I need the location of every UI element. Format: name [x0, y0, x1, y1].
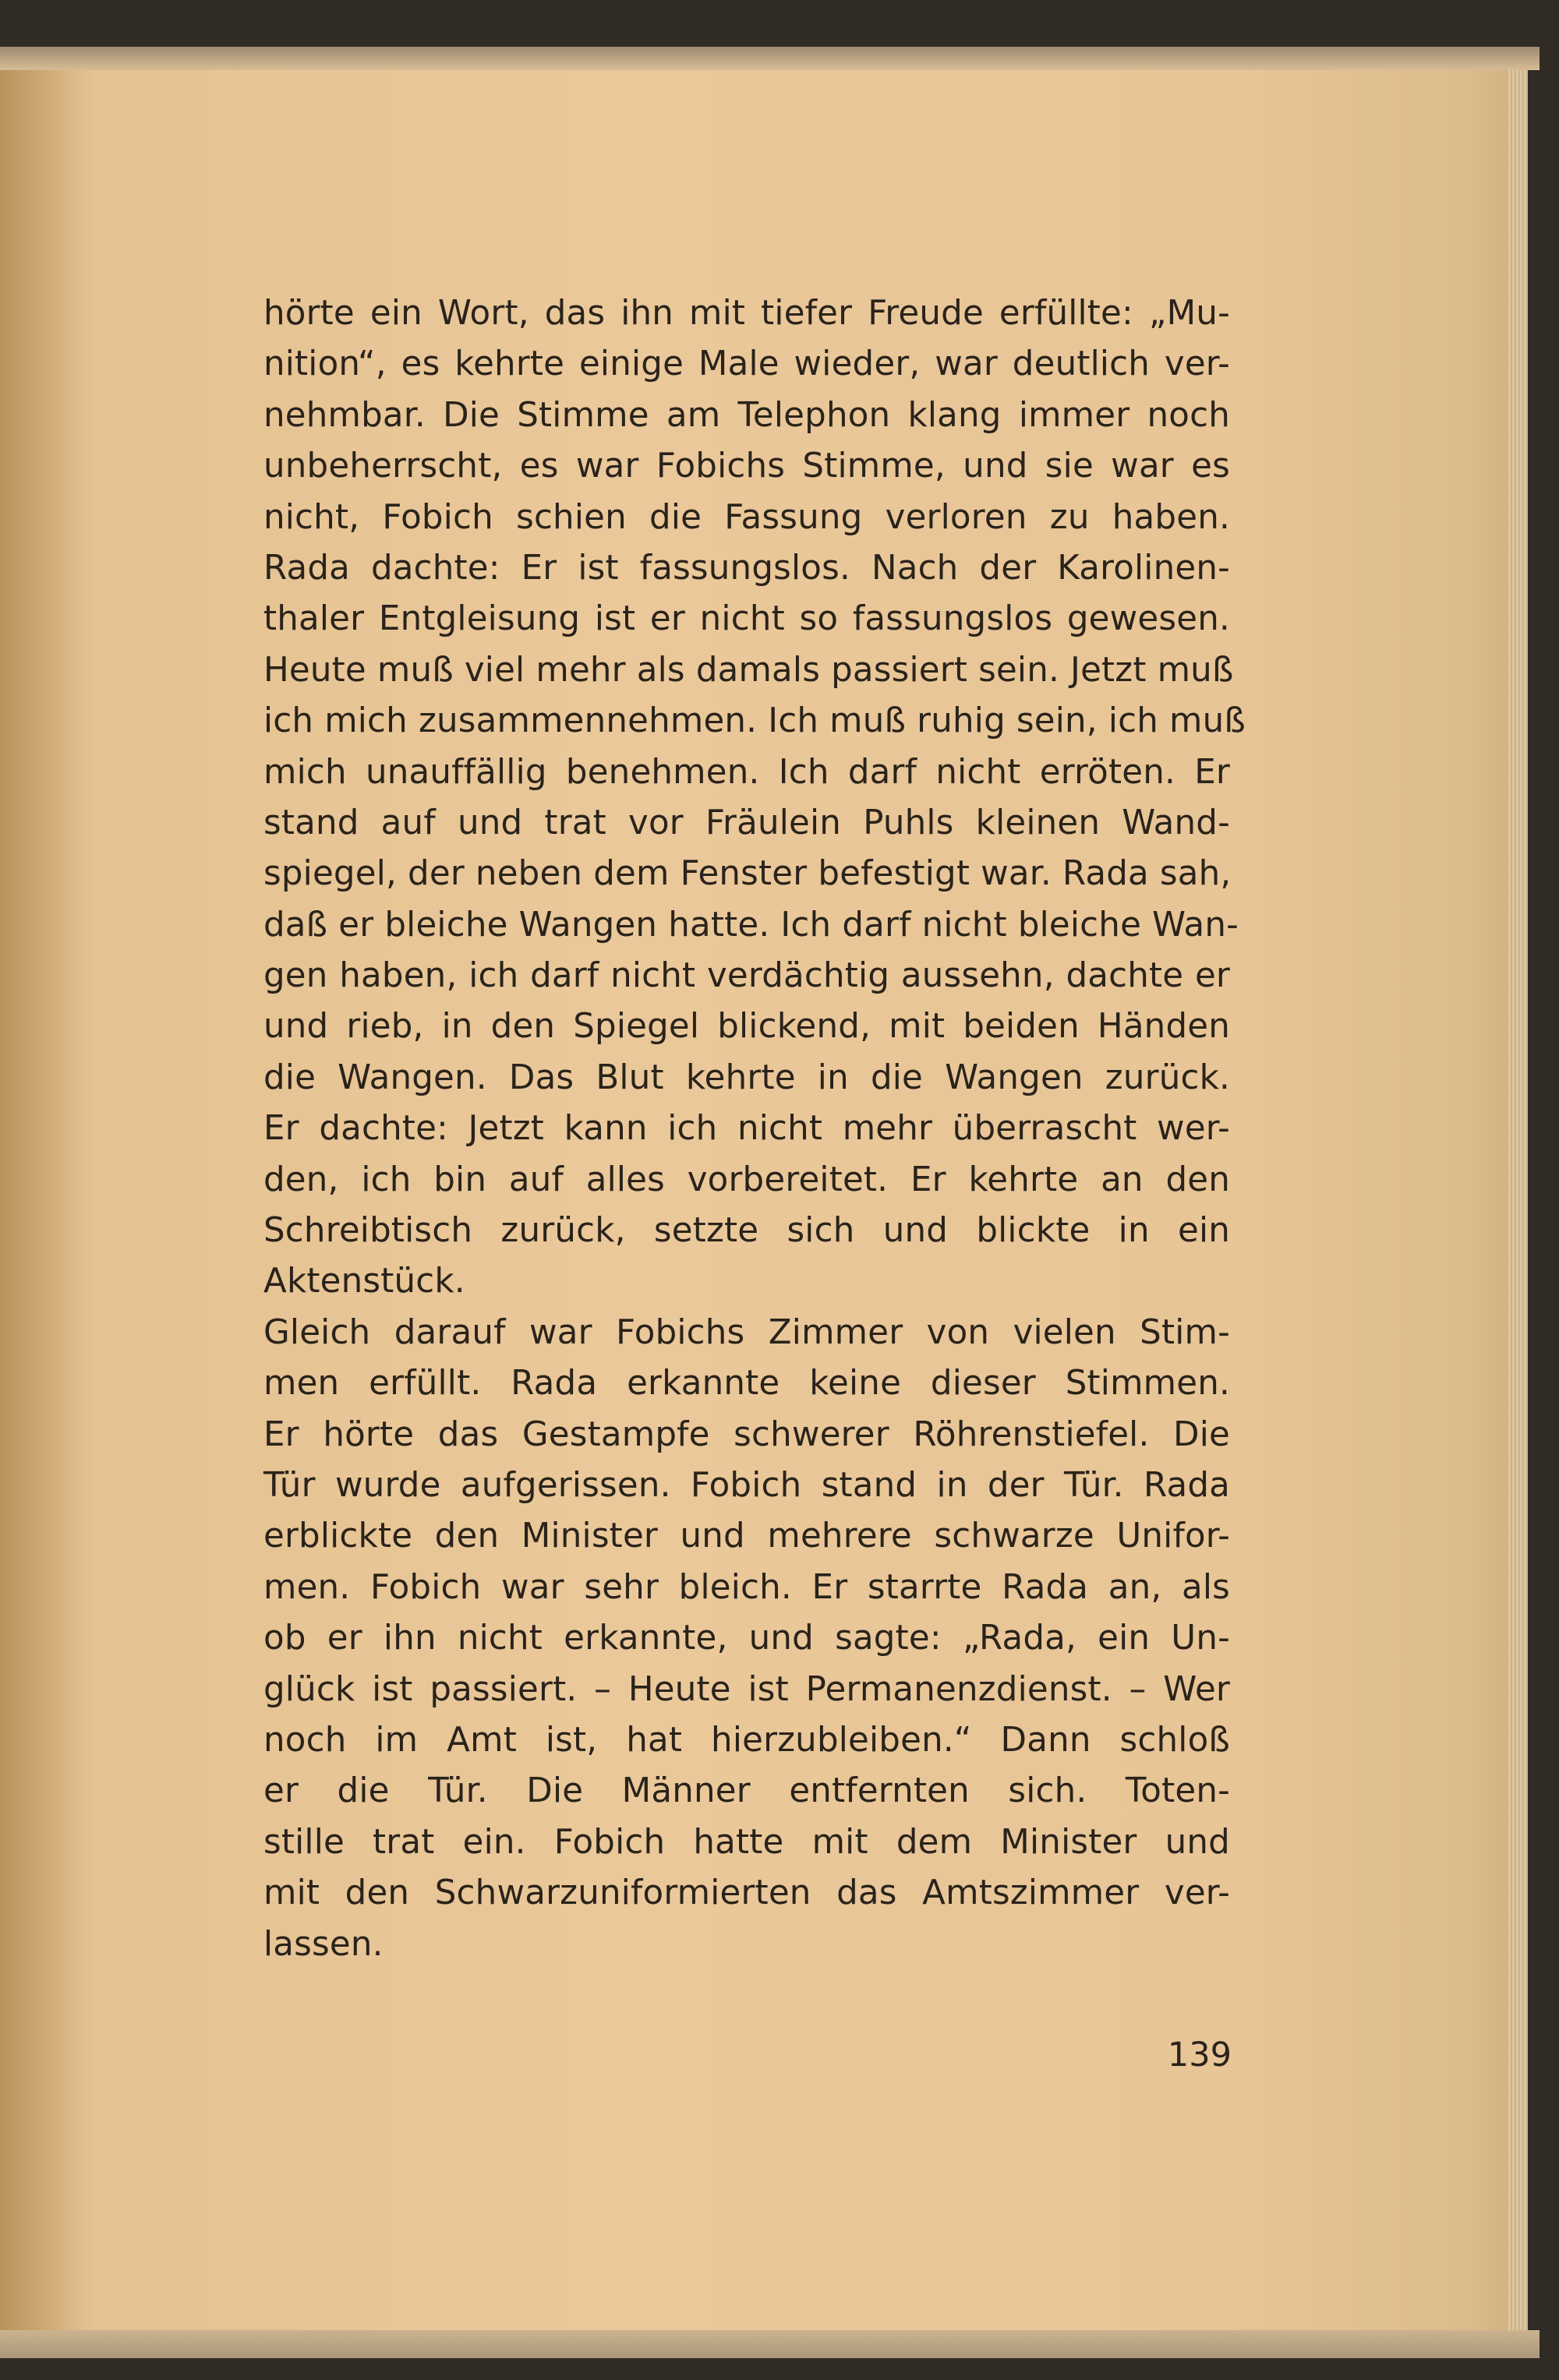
text-line: Rada dachte: Er ist fassungslos. Nach der Karolinen- [263, 548, 1230, 588]
text-line: unbeherrscht, es war Fobichs Stimme, und sie war es [263, 447, 1230, 486]
text-line: Schreibtisch zurück, setzte sich und blickte in ein [263, 1211, 1230, 1251]
page-number: 139 [1167, 2036, 1232, 2075]
text-line: thaler Entgleisung ist er nicht so fassungslos gewesen. [263, 599, 1230, 639]
page-edge-stack [1508, 62, 1528, 2354]
text-line: und rieb, in den Spiegel blickend, mit beiden Händen [263, 1007, 1230, 1047]
text-line: noch im Amt ist, hat hierzubleiben.“ Dann schloß [263, 1720, 1230, 1760]
text-line: nehmbar. Die Stimme am Telephon klang immer noch [263, 395, 1230, 435]
text-line: Tür wurde aufgerissen. Fobich stand in der Tür. Rada [263, 1465, 1230, 1505]
top-page-band [0, 47, 1540, 70]
text-line: gen haben, ich darf nicht verdächtig aussehn, dachte er [263, 956, 1230, 996]
text-line: men. Fobich war sehr bleich. Er starrte Rada an, als [263, 1567, 1230, 1607]
text-line: hörte ein Wort, das ihn mit tiefer Freude erfüllte: „Mu- [263, 294, 1230, 333]
body-text [263, 288, 1246, 1970]
text-line: Heute muß viel mehr als damals passiert sein. Jetzt muß [263, 650, 1234, 690]
text-line: men erfüllt. Rada erkannte keine dieser Stimmen. [263, 1364, 1230, 1404]
text-line: nition“, es kehrte einige Male wieder, war deutlich ver- [263, 344, 1230, 384]
text-line: ob er ihn nicht erkannte, und sagte: „Rada, ein Un- [263, 1619, 1230, 1658]
text-line: stille trat ein. Fobich hatte mit dem Minister und [263, 1822, 1230, 1862]
text-line: den, ich bin auf alles vorbereitet. Er kehrte an den [263, 1160, 1230, 1199]
text-line: ich mich zusammennehmen. Ich muß ruhig sein, ich muß [263, 701, 1246, 741]
text-line: glück ist passiert. – Heute ist Permanenzdienst. – Wer [263, 1669, 1230, 1709]
page-gutter-shadow [0, 62, 94, 2354]
text-line: er die Tür. Die Männer entfernten sich. Toten- [263, 1771, 1230, 1811]
text-line: spiegel, der neben dem Fenster befestigt war. Rada sah, [263, 854, 1232, 894]
text-line: erblickte den Minister und mehrere schwarze Unifor- [263, 1517, 1230, 1556]
text-line: nicht, Fobich schien die Fassung verloren zu haben. [263, 497, 1230, 537]
text-line: mich unauffällig benehmen. Ich darf nicht erröten. Er [263, 752, 1230, 792]
text-line: daß er bleiche Wangen hatte. Ich darf nicht bleiche Wan- [263, 905, 1239, 945]
text-line: Er dachte: Jetzt kann ich nicht mehr überrascht wer- [263, 1109, 1230, 1149]
text-line: stand auf und trat vor Fräulein Puhls kleinen Wand- [263, 803, 1230, 842]
text-line: Er hörte das Gestampfe schwerer Röhrenstiefel. Die [263, 1414, 1230, 1454]
text-line: die Wangen. Das Blut kehrte in die Wangen zurück. [263, 1058, 1230, 1097]
bottom-page-band [0, 2330, 1540, 2358]
text-line: lassen. [263, 1924, 384, 1964]
text-line: Aktenstück. [263, 1262, 465, 1301]
text-line: Gleich darauf war Fobichs Zimmer von vielen Stim- [263, 1312, 1230, 1352]
text-line: mit den Schwarzuniformierten das Amtszimmer ver- [263, 1873, 1230, 1913]
